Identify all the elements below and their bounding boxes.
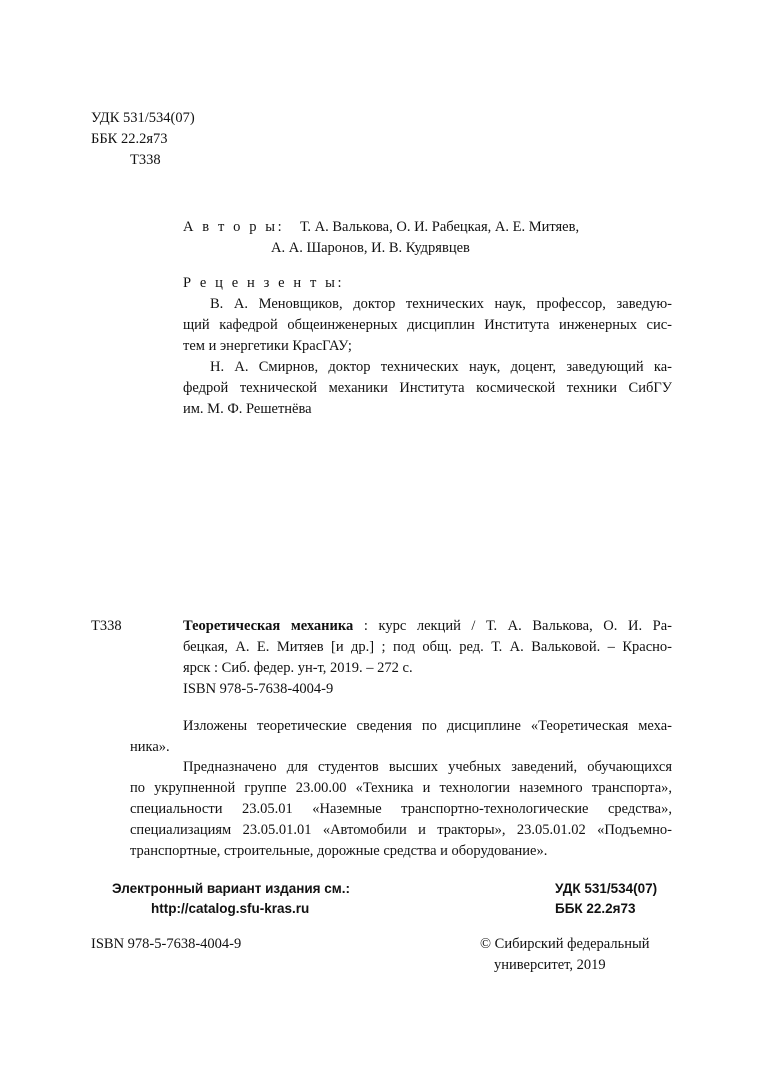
reviewer-2-line-1: Н. А. Смирнов, доктор технических наук, доцент, заведующий ка- [210,359,672,375]
reviewer-2-line-2: федрой технической механики Института космической техники СибГУ [183,380,672,396]
copyright-line-2: университет, 2019 [494,957,606,973]
author-mark: Т338 [130,152,161,168]
udk-code: УДК 531/534(07) [91,110,195,126]
annotation-p1-line-1: Изложены теоретические сведения по дисциплине «Теоретическая меха- [183,718,672,734]
catalog-url[interactable]: http://catalog.sfu-kras.ru [151,901,310,916]
electronic-udk: УДК 531/534(07) [555,881,658,896]
copyright-line-1: © Сибирский федеральный [480,936,650,952]
reviewer-1-line-3: тем и энергетики КрасГАУ; [183,338,352,354]
annotation-p2-line-2: по укрупненной группе 23.00.00 «Техника и технологии наземного транспорта», [130,780,672,796]
reviewer-2-line-3: им. М. Ф. Решетнёва [183,401,312,417]
catalog-line-3: ярск : Сиб. федер. ун-т, 2019. – 272 с. [183,660,413,676]
electronic-version-label: Электронный вариант издания см.: [112,881,351,896]
annotation-p2-line-1: Предназначено для студентов высших учебных заведений, обучающихся [183,759,672,775]
catalog-line-2: бецкая, А. Е. Митяев [и др.] ; под общ. ред. Т. А. Вальковой. – Красно- [183,639,672,655]
reviewer-1-line-1: В. А. Меновщиков, доктор технических наук, профессор, заведую- [210,296,672,312]
book-title: Теоретическая механика [183,618,354,634]
annotation-p2-line-3: специальности 23.05.01 «Наземные транспортно-технологические средства», [130,801,672,817]
footer-isbn: ISBN 978-5-7638-4004-9 [91,936,242,952]
reviewer-1-line-2: щий кафедрой общеинженерных дисциплин Института инженерных сис- [183,317,672,333]
annotation-p2-line-5: транспортные, строительные, дорожные средства и оборудование». [130,843,548,859]
bbk-code: ББК 22.2я73 [91,131,168,147]
catalog-line-1 [183,616,672,636]
authors-line-1: Т. А. Валькова, О. И. Рабецкая, А. Е. Митяев, [300,219,580,235]
annotation-p1-line-2: ника». [130,739,170,755]
authors-label: А в т о р ы: [183,219,285,235]
catalog-line-1-rest: : курс лекций / Т. А. Валькова, О. И. Ра- [353,618,672,634]
annotation-p2-line-4: специализациям 23.05.01.01 «Автомобили и тракторы», 23.05.01.02 «Подъемно- [130,822,672,838]
catalog-isbn: ISBN 978-5-7638-4004-9 [183,681,334,697]
authors-line-2: А. А. Шаронов, И. В. Кудрявцев [271,240,470,256]
electronic-bbk: ББК 22.2я73 [555,901,636,916]
catalog-code: Т338 [91,618,122,634]
reviewers-label: Р е ц е н з е н т ы: [183,275,345,291]
